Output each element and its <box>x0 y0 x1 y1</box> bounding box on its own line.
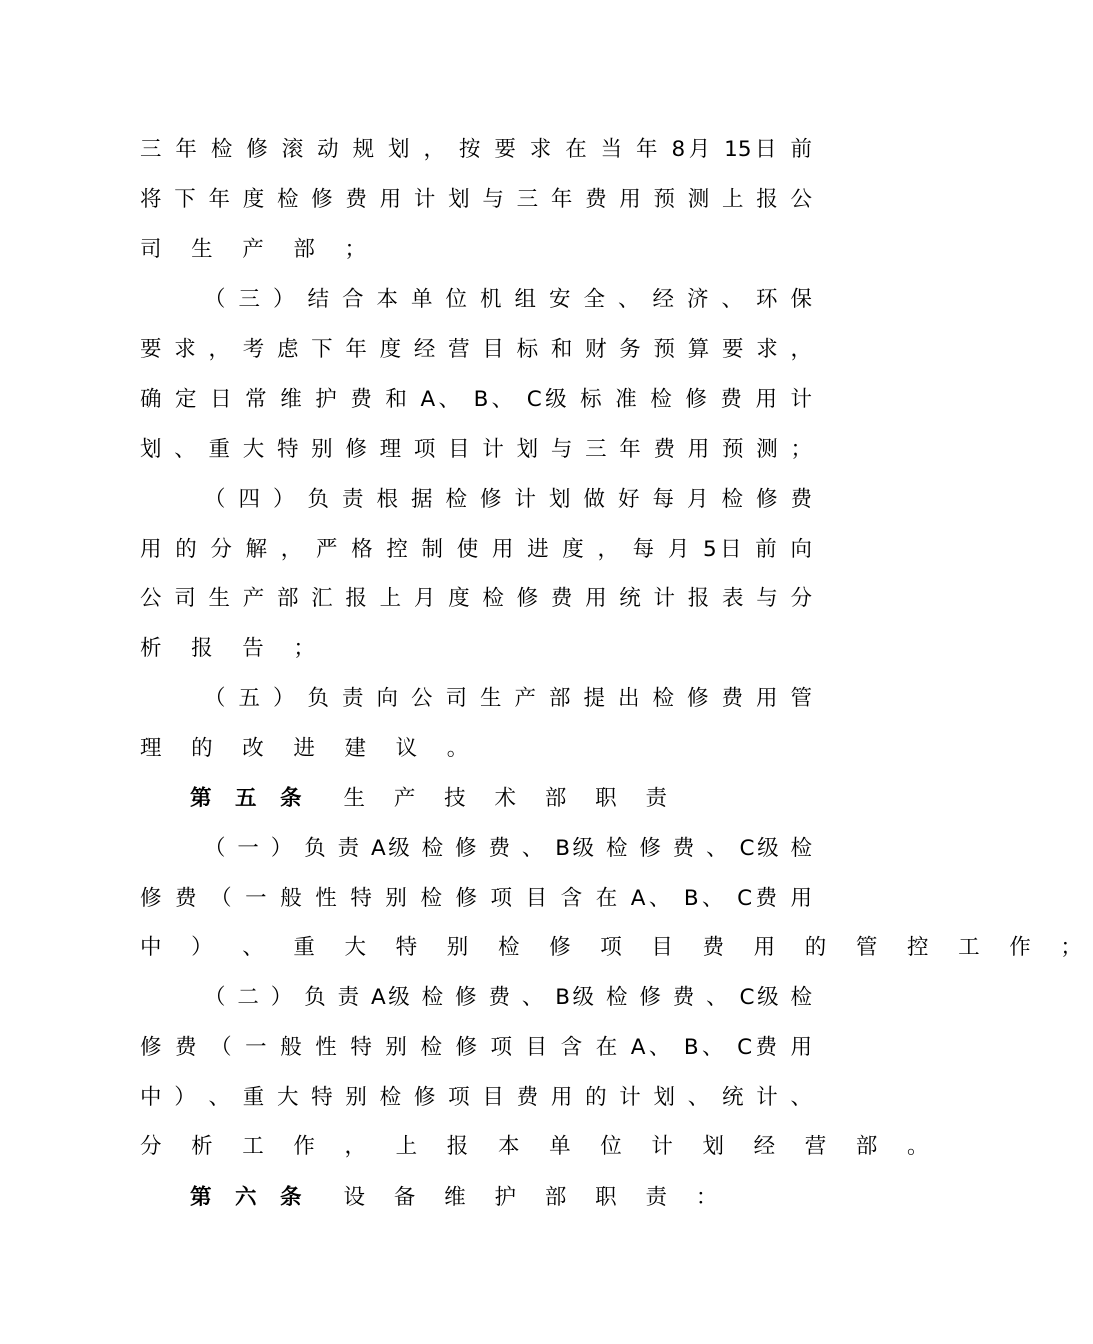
article-6-text: 设 备 维 护 部 职 责 ： <box>343 1185 729 1210</box>
paragraph-line: （ 五 ） 负 责 向 公 司 生 产 部 提 出 检 修 费 用 管 <box>204 686 812 711</box>
paragraph-line: （ 二 ） 负 责 A级 检 修 费 、 B级 检 修 费 、 C级 检 <box>204 985 812 1010</box>
paragraph-line: （ 四 ） 负 责 根 据 检 修 计 划 做 好 每 月 检 修 费 <box>204 487 812 512</box>
article-5-heading <box>190 782 678 816</box>
paragraph-line: （ 一 ） 负 责 A级 检 修 费 、 B级 检 修 费 、 C级 检 <box>204 836 812 861</box>
article-5-text: 生 产 技 术 部 职 责 <box>343 786 678 811</box>
paragraph-line: 将 下 年 度 检 修 费 用 计 划 与 三 年 费 用 预 测 上 报 公 <box>140 187 812 212</box>
paragraph-line: 理 的 改 进 建 议 。 <box>140 736 480 761</box>
paragraph-line: 中 ） 、 重 大 特 别 检 修 项 目 费 用 的 计 划 、 统 计 、 <box>140 1085 812 1110</box>
paragraph-line: 确 定 日 常 维 护 费 和 A、 B、 C级 标 准 检 修 费 用 计 <box>140 387 812 412</box>
paragraph-line: 析 报 告 ； <box>140 636 327 661</box>
paragraph-line: 划 、 重 大 特 别 修 理 项 目 计 划 与 三 年 费 用 预 测 ； <box>140 437 812 462</box>
paragraph-line: 修 费 （ 一 般 性 特 别 检 修 项 目 含 在 A、 B、 C费 用 <box>140 1035 812 1060</box>
paragraph-line: 分 析 工 作 ， 上 报 本 单 位 计 划 经 营 部 。 <box>140 1134 940 1159</box>
paragraph-line: 公 司 生 产 部 汇 报 上 月 度 检 修 费 用 统 计 报 表 与 分 <box>140 586 812 611</box>
paragraph-line: 要 求 ， 考 虑 下 年 度 经 营 目 标 和 财 务 预 算 要 求 ， <box>140 337 812 362</box>
paragraph-line: 司 生 产 部 ； <box>140 237 378 262</box>
paragraph-line: 用 的 分 解 ， 严 格 控 制 使 用 进 度 ， 每 月 5日 前 向 <box>140 537 812 562</box>
paragraph-line: 中 ） 、 重 大 特 别 检 修 项 目 费 用 的 管 控 工 作 ； <box>140 935 1093 960</box>
paragraph-line: 修 费 （ 一 般 性 特 别 检 修 项 目 含 在 A、 B、 C费 用 <box>140 886 812 911</box>
paragraph-line: 三 年 检 修 滚 动 规 划 ， 按 要 求 在 当 年 8月 15日 前 <box>140 137 812 162</box>
article-5-title: 第 五 条 <box>190 786 310 811</box>
article-6-title: 第 六 条 <box>190 1185 310 1210</box>
article-6-heading <box>190 1181 728 1215</box>
paragraph-line: （ 三 ） 结 合 本 单 位 机 组 安 全 、 经 济 、 环 保 <box>204 287 812 312</box>
